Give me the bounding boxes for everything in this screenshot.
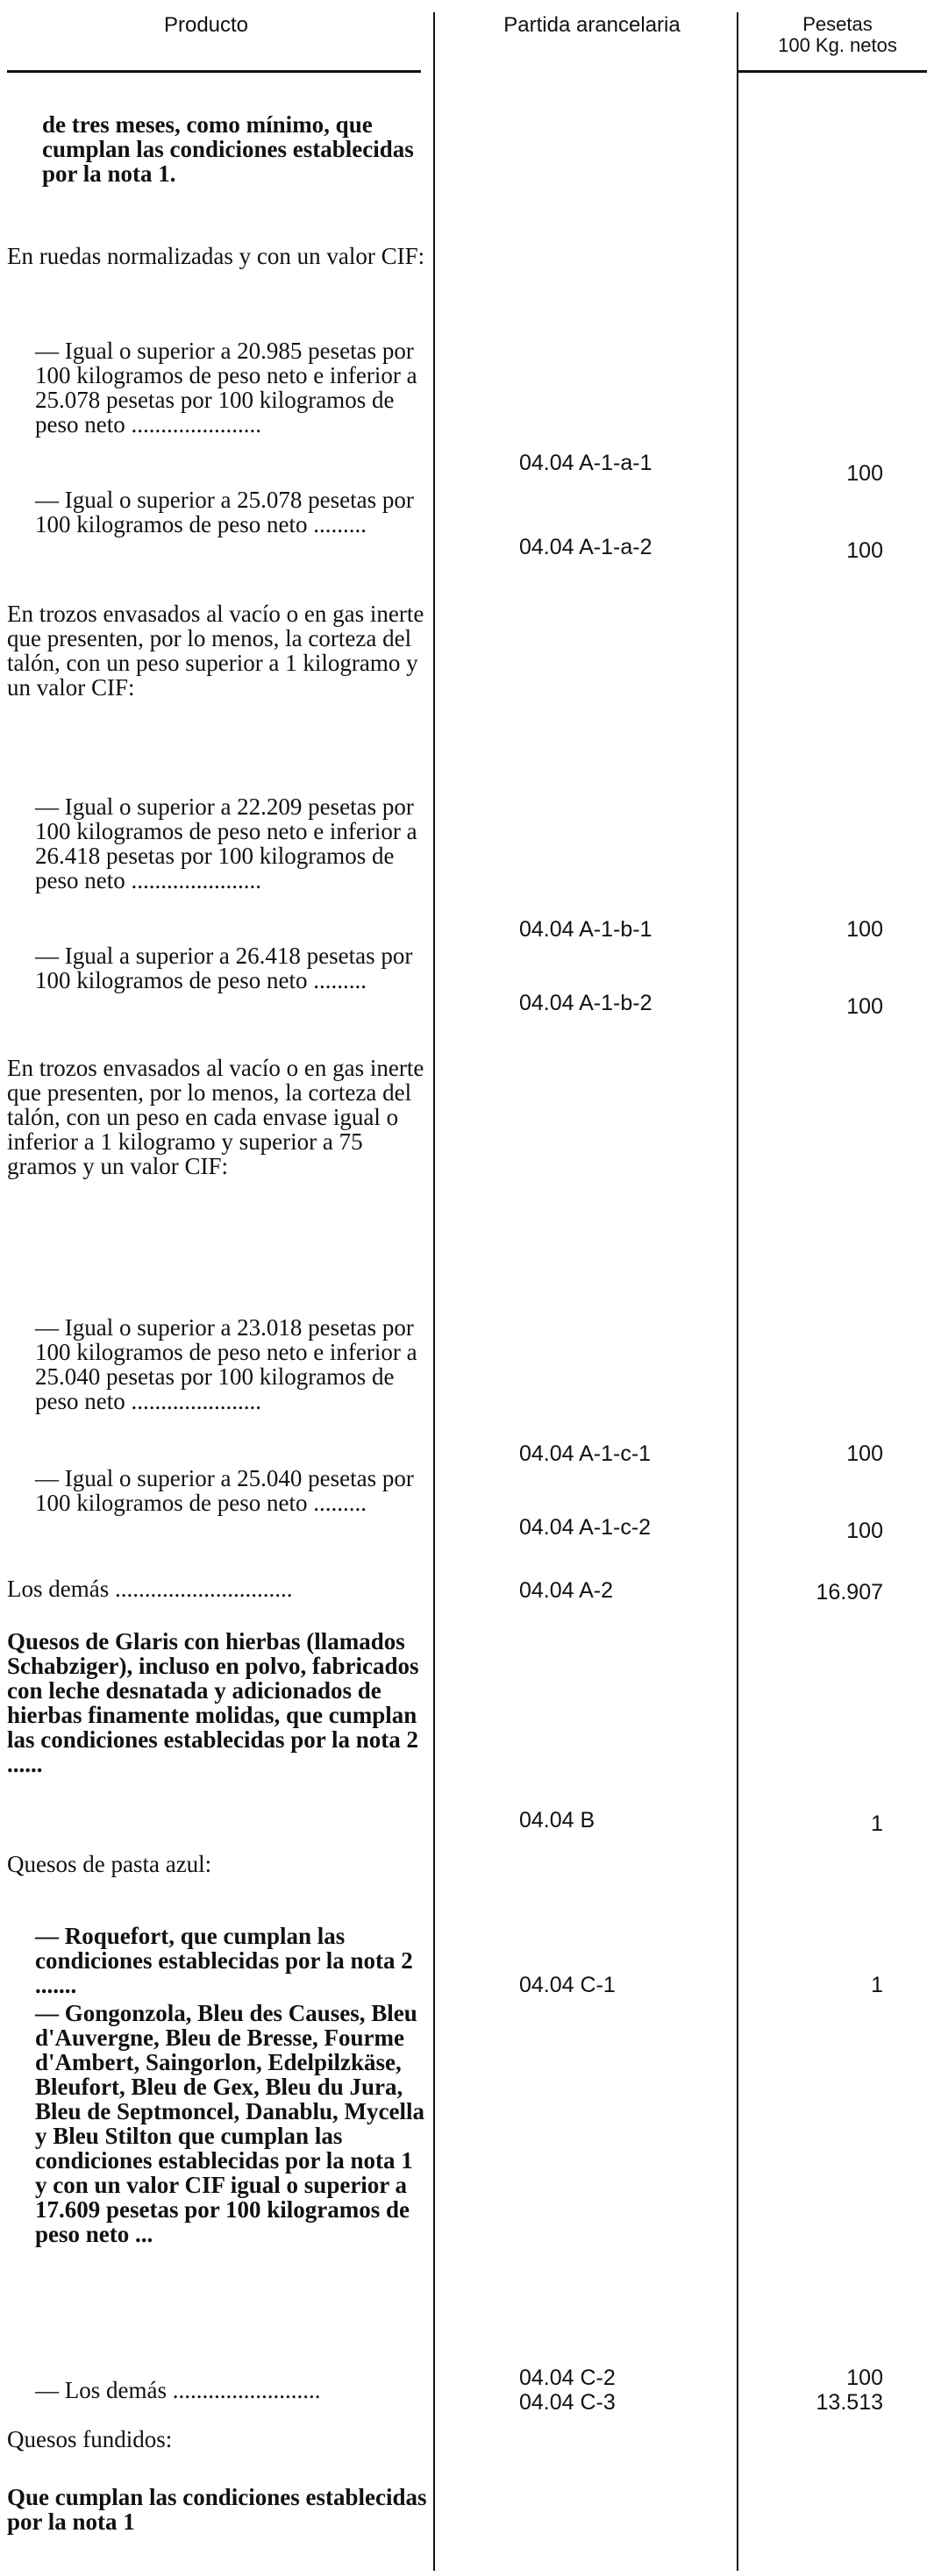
product-text: — Igual o superior a 22.209 pesetas por 100 kilogramos de peso neto e inferior a 26.418 pesetas por 100 kilogramos de peso neto ......................: [35, 793, 417, 893]
tariff-code: 04.04 A-1-b-1: [519, 917, 652, 942]
product-text: Quesos de Glaris con hierbas (llamados Schabziger), incluso en polvo, fabricados con leche desnatada y adicionados de hierbas finamente molidas, que cumplan las condiciones establecidas por la nota 2 ......: [7, 1628, 419, 1777]
pesetas-value: 16.907: [816, 1580, 883, 1605]
tariff-code: 04.04 B: [519, 1808, 595, 1832]
product-text: — Igual o superior a 20.985 pesetas por 100 kilogramos de peso neto e inferior a 25.078 pesetas por 100 kilogramos de peso neto ......................: [35, 338, 417, 438]
pesetas-value: 100: [846, 1441, 883, 1466]
product-text: Que cumplan las condiciones establecidas por la nota 1: [7, 2484, 427, 2535]
product-text: — Igual o superior a 25.040 pesetas por 100 kilogramos de peso neto .........: [35, 1465, 414, 1516]
header-producto: Producto: [163, 13, 249, 37]
product-text: — Igual o superior a 25.078 pesetas por 100 kilogramos de peso neto .........: [35, 487, 414, 537]
tariff-code: 04.04 A-1-a-1: [519, 451, 652, 475]
product-text: Los demás ..............................: [7, 1576, 293, 1602]
tariff-code: 04.04 A-1-c-2: [519, 1515, 652, 1540]
header-rule-producto: [7, 70, 421, 73]
pesetas-value: 100: [846, 994, 883, 1019]
product-text: Quesos de pasta azul:: [7, 1851, 212, 1877]
product-text: Quesos fundidos:: [7, 2426, 173, 2452]
header-partida-arancelaria: Partida arancelaria: [503, 13, 681, 37]
tariff-code: 04.04 A-1-b-2: [519, 991, 652, 1015]
tariff-code: 04.04 C-2: [519, 2366, 616, 2390]
tariff-code: 04.04 A-1-a-2: [519, 535, 652, 559]
product-text: — Roquefort, que cumplan las condiciones establecidas por la nota 2 .......: [35, 1923, 413, 1998]
product-text: — Los demás .........................: [35, 2377, 321, 2403]
header-pesetas-line2: 100 Kg. netos: [778, 34, 897, 56]
product-text: — Igual o superior a 23.018 pesetas por 100 kilogramos de peso neto e inferior a 25.040 pesetas por 100 kilogramos de peso neto ......................: [35, 1314, 417, 1414]
tariff-code: 04.04 A-1-c-1: [519, 1441, 652, 1466]
pesetas-value: 13.513: [816, 2390, 883, 2415]
header-pesetas: [750, 14, 925, 56]
pesetas-value: 1: [871, 1811, 883, 1836]
product-text: En trozos envasados al vacío o en gas inerte que presenten, por lo menos, la corteza del talón, con un peso superior a 1 kilogramo y un valor CIF:: [7, 601, 424, 701]
header-pesetas-line1: Pesetas: [802, 13, 873, 35]
product-text: En trozos envasados al vacío o en gas inerte que presenten, por lo menos, la corteza del talón, con un peso en cada envase igual o inferior a 1 kilogramo y superior a 75 gramos y un valor CIF:: [7, 1055, 424, 1179]
pesetas-value: 1: [871, 1973, 883, 1997]
product-text: En ruedas normalizadas y con un valor CIF:: [7, 243, 425, 269]
pesetas-value: 100: [846, 461, 883, 486]
product-text: de tres meses, como mínimo, que cumplan las condiciones establecidas por la nota 1.: [42, 111, 414, 187]
tariff-code: 04.04 A-2: [519, 1578, 614, 1603]
column-divider-1: [433, 12, 435, 2571]
pesetas-value: 100: [846, 2366, 883, 2390]
product-text: — Igual a superior a 26.418 pesetas por 100 kilogramos de peso neto .........: [35, 943, 413, 993]
pesetas-value: 100: [846, 538, 883, 563]
column-divider-2: [737, 12, 738, 2571]
tariff-code: 04.04 C-1: [519, 1973, 616, 1997]
tariff-code: 04.04 C-3: [519, 2390, 616, 2415]
pesetas-value: 100: [846, 1519, 883, 1543]
product-text: — Gongonzola, Bleu des Causes, Bleu d'Auvergne, Bleu de Bresse, Fourme d'Ambert, Saingorlon, Edelpilzkäse, Bleufort, Bleu de Gex, Bleu du Jura, Bleu de Septmoncel, Danablu, Mycella y Bleu Stilton que cumplan las condiciones establecidas por la nota 1 y con un valor CIF igual o superior a 17.609 pesetas por 100 kilogramos de peso neto ...: [35, 2000, 424, 2247]
header-rule-pesetas: [738, 70, 927, 73]
pesetas-value: 100: [846, 917, 883, 942]
